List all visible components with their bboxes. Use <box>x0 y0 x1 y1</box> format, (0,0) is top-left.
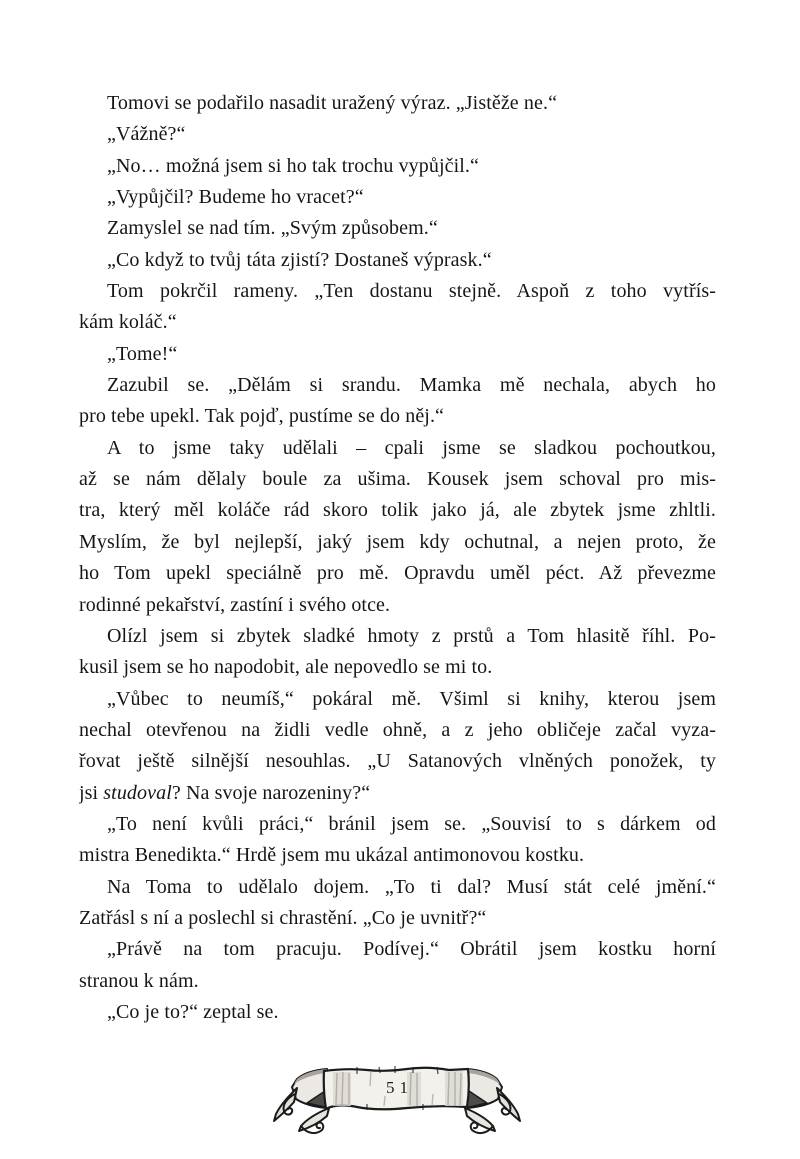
page-number-banner <box>267 1054 527 1146</box>
text-line: kusil jsem se ho napodobit, ale nepovedlo se mi to. <box>79 656 493 679</box>
text-line: „Co když to tvůj táta zjistí? Dostaneš výprask.“ <box>107 248 492 271</box>
text-line: rodinné pekařství, zastíní i svého otce. <box>79 593 391 616</box>
body-text <box>79 88 716 1028</box>
italic-word: studoval <box>103 781 172 804</box>
text-line-with-italic <box>79 778 716 809</box>
text-line: Tomovi se podařilo nasadit uražený výraz. „Jistěže ne.“ <box>107 92 558 114</box>
text-line: „Tome!“ <box>107 342 178 365</box>
page-number: 51 <box>386 1078 413 1097</box>
text-line: Myslím, že byl nejlepší, jaký jsem kdy ochutnal, a nejen proto, že <box>79 530 716 553</box>
text-line: Zazubil se. „Dělám si srandu. Mamka mě nechala, abych ho <box>107 374 716 397</box>
text-line: „Vůbec to neumíš,“ pokáral mě. Všiml si knihy, kterou jsem <box>107 687 716 710</box>
text-line: Olízl jsem si zbytek sladké hmoty z prstů a Tom hlasitě říhl. Po- <box>107 624 716 647</box>
text-line: Zatřásl s ní a poslechl si chrastění. „Co je uvnitř?“ <box>79 906 487 929</box>
text-line: „To není kvůli práci,“ bránil jsem se. „Souvisí to s dárkem od <box>107 812 716 835</box>
text-line: pro tebe upekl. Tak pojď, pustíme se do něj.“ <box>79 405 445 428</box>
text-line: mistra Benedikta.“ Hrdě jsem mu ukázal antimonovou kostku. <box>79 844 585 867</box>
text-line: nechal otevřenou na židli vedle ohně, a z jeho obličeje začal vyza- <box>79 718 716 741</box>
text-line: tra, který měl koláče rád skoro tolik jako já, ale zbytek jsme zhltli. <box>79 499 716 522</box>
text-segment: jsi <box>79 781 104 804</box>
text-line: Na Toma to udělalo dojem. „To ti dal? Musí stát celé jmění.“ <box>107 875 716 898</box>
text-line: Tom pokrčil rameny. „Ten dostanu stejně. Aspoň z toho vytřís- <box>107 280 716 303</box>
text-line: řovat ještě silnější nesouhlas. „U Satanových vlněných ponožek, ty <box>79 750 716 773</box>
text-line: „Vážně?“ <box>107 123 186 146</box>
text-line: až se nám dělaly boule za ušima. Kousek jsem schoval pro mis- <box>79 468 716 491</box>
scroll-ribbon-icon <box>267 1054 527 1146</box>
text-line: „Právě na tom pracuju. Podívej.“ Obrátil jsem kostku horní <box>107 938 716 961</box>
text-line: „No… možná jsem si ho tak trochu vypůjčil.“ <box>107 154 479 177</box>
text-line: „Vypůjčil? Budeme ho vracet?“ <box>107 186 364 209</box>
text-segment: ? Na svoje narozeniny?“ <box>171 781 371 804</box>
text-line: Zamyslel se nad tím. „Svým způsobem.“ <box>107 217 438 240</box>
text-line: „Co je to?“ zeptal se. <box>107 1000 279 1023</box>
text-line: kám koláč.“ <box>79 311 177 334</box>
text-line: ho Tom upekl speciálně pro mě. Opravdu uměl péct. Až převezme <box>79 562 716 585</box>
text-line: stranou k nám. <box>79 969 199 992</box>
text-line: A to jsme taky udělali – cpali jsme se sladkou pochoutkou, <box>107 436 716 459</box>
